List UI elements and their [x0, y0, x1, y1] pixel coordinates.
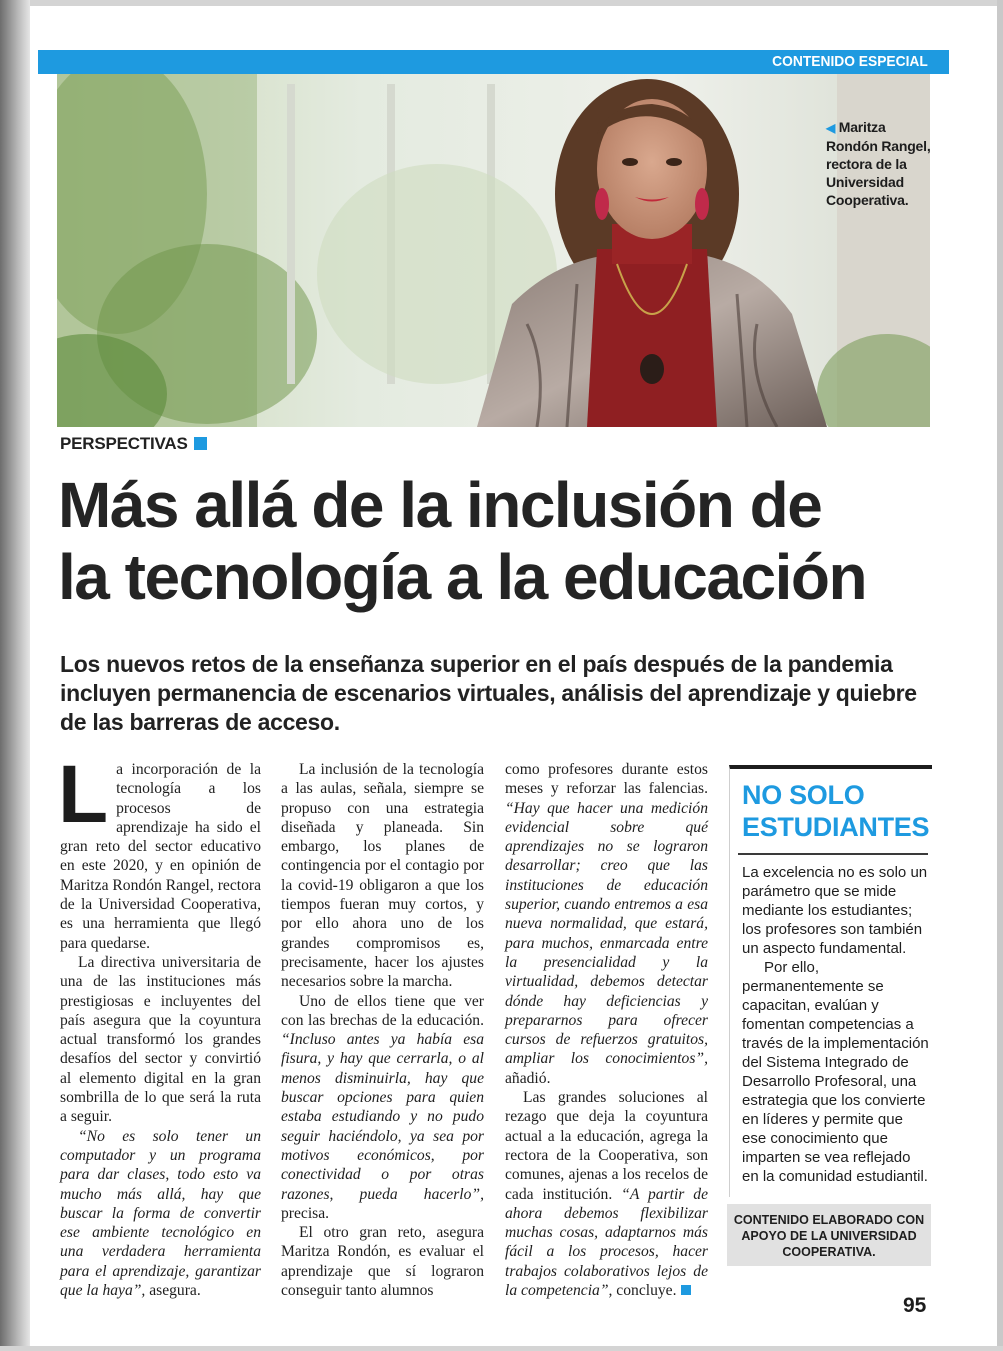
portrait-illustration	[57, 74, 930, 427]
section-tag: CONTENIDO ESPECIAL	[772, 53, 928, 70]
kicker-square-icon	[194, 437, 207, 450]
sidebar-divider	[738, 853, 928, 855]
drop-cap: L	[58, 749, 109, 840]
caption-arrow-icon: ◀	[826, 121, 836, 135]
column-1-paragraph-2: La directiva universitaria de una de las instituciones más prestigiosas e incluyentes del país asegura que la coyuntura actual transformó los grandes desafíos del sector y convirtió al elemento digital en la gran sombrilla de lo que será la ruta a seguir.	[60, 953, 261, 1126]
column-2-paragraph-2	[281, 992, 484, 1224]
page-edge-top	[0, 0, 1003, 6]
sidebar-paragraph-2: Por ello, permanentemente se capacitan, evalúan y fomentan competencias a través de la implementación del Sistema Integrado de Desarrollo Profesoral, una estrategia que los convierte en líderes y permite que ese conocimiento que imparten se vea reflejado en la comunidad estudiantil.	[742, 959, 929, 1185]
column-2-quote: “Incluso antes ya había esa fisura, y hay que cerrarla, o al menos disminuirla, hay que buscar opciones para quien estaba estudiando y no pudo seguir haciéndolo, ya sea por motivos económicos, por conectividad o por otras razones, pueda hacerlo”,	[281, 1031, 484, 1203]
article-column-1	[58, 749, 261, 1300]
sidebar-box	[729, 765, 932, 1197]
kicker-text: PERSPECTIVAS	[60, 434, 188, 453]
column-3-quote-2: “A partir de ahora debemos flexibilizar muchas cosas, adaptarnos más fácil a los procesos, hacer trabajos colaborativos lejos de la competencia”,	[505, 1185, 708, 1300]
article-headline	[58, 469, 958, 613]
column-3-quote-1-tail: añadió.	[505, 1069, 551, 1087]
column-1-quote-tail: asegura.	[145, 1282, 201, 1300]
portrait-photo	[57, 74, 930, 427]
sidebar-title: NO SOLO ESTUDIANTES	[742, 780, 930, 842]
headline-line-1: Más allá de la inclusión de	[58, 469, 822, 541]
page-edge-right	[997, 0, 1003, 1351]
column-3-paragraph-1	[505, 760, 708, 1088]
article-deck: Los nuevos retos de la enseñanza superior en el país después de la pandemia incluyen permanencia de escenarios virtuales, análisis del aprendizaje y quiebre de las barreras de acceso.	[60, 651, 917, 735]
article-column-2	[281, 760, 484, 1300]
sponsor-credit-box	[727, 1204, 931, 1266]
column-1-paragraph-1-text: a incorporación de la tecnología a los procesos de aprendizaje ha sido el gran reto del sector educativo en este 2020, y en opinión de Maritza Rondón Rangel, rectora de la Universidad Cooperativa, es una herramienta que llegó para quedarse.	[60, 761, 261, 952]
photo-caption	[826, 118, 936, 209]
column-3-paragraph-2	[505, 1088, 708, 1300]
caption-text: Maritza Rondón Rangel, rectora de la Universidad Cooperativa.	[826, 119, 931, 208]
page-binding-shadow	[0, 0, 30, 1351]
column-2-paragraph-3: El otro gran reto, asegura Maritza Rondón, es evaluar el aprendizaje que sí lograron conseguir tanto alumnos	[281, 1224, 484, 1300]
column-3-quote-1: “Hay que hacer una medición evidencial sobre qué aprendizajes no se lograron desarrollar; creo que las instituciones de educación superior, cuando entremos a esa nueva normalidad, que estará, para muchos, enmarcada entre la presencialidad y la virtualidad, debemos detectar dónde hay deficiencias y prepararnos para ofrecer cursos de refuerzos gratuitos, ampliar los conocimientos”,	[505, 799, 708, 1068]
column-2-quote-tail: precisa.	[281, 1204, 330, 1222]
column-2-paragraph-2-head: Uno de ellos tiene que ver con las brechas de la educación.	[281, 992, 484, 1029]
column-2-paragraph-1: La inclusión de la tecnología a las aulas, señala, siempre se propuso con una estrategia diseñada y planeada. Sin embargo, los planes de contingencia por el contagio por la covid-19 obligaron a que los tiempos fueran muy cortos, y por ello ahora uno de los grandes compromisos es, precisamente, hacer los ajustes necesarios sobre la marcha.	[281, 761, 484, 991]
column-1-paragraph-3	[60, 1127, 261, 1301]
sidebar-body	[742, 863, 930, 1186]
sidebar-paragraph-1: La excelencia no es solo un parámetro que se mide mediante los estudiantes; los profesores son también un aspecto fundamental.	[742, 864, 928, 957]
column-1-quote: “No es solo tener un computador y un programa para dar clases, todo esto va mucho más allá, hay que buscar la forma de convertir ese ambiente tecnológico en una verdadera herramienta para el aprendizaje, garantizar que la haya”,	[60, 1127, 261, 1300]
column-1-paragraph-1	[58, 749, 261, 953]
end-of-article-square-icon	[681, 1285, 691, 1295]
article-kicker	[60, 434, 207, 454]
sponsor-credit-text: CONTENIDO ELABORADO CON APOYO DE LA UNIVERSIDAD COOPERATIVA.	[733, 1213, 925, 1259]
page-edge-bottom	[0, 1346, 1003, 1351]
article-column-3	[505, 760, 708, 1300]
column-3-paragraph-2-head: Las grandes soluciones al rezago que deja la coyuntura actual a la educación, agrega la rectora de la Cooperativa, son comunes, ajenas a los recelos de cada institución.	[505, 1089, 708, 1203]
page-number: 95	[903, 1294, 927, 1317]
column-3-quote-2-tail: concluye.	[612, 1282, 677, 1300]
headline-line-2: la tecnología a la educación	[58, 541, 867, 613]
column-3-paragraph-1-head: como profesores durante estos meses y reforzar las falencias.	[505, 761, 708, 798]
